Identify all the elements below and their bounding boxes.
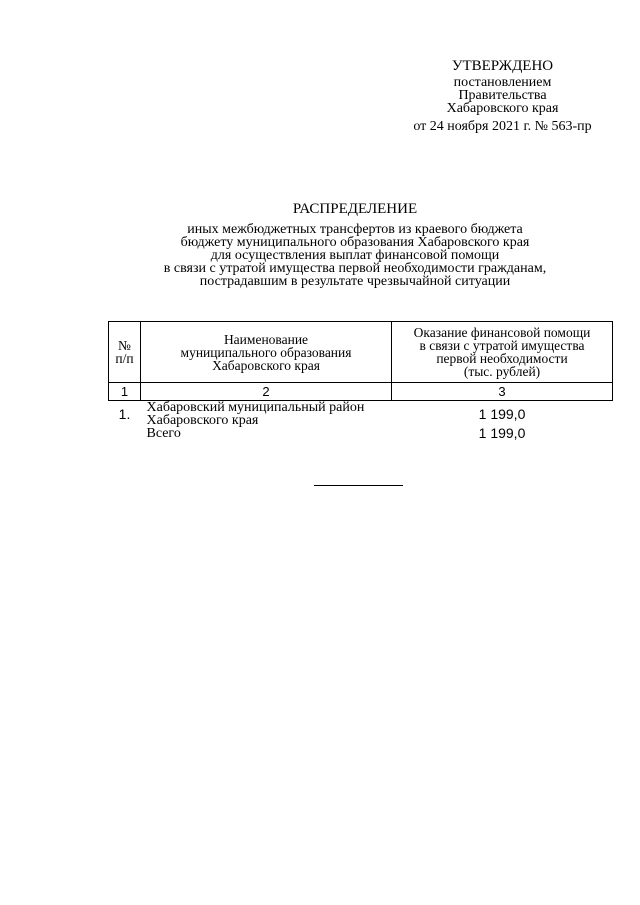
header-name-line: Наименование — [223, 331, 309, 347]
approval-date: от 24 ноября 2021 г. № 563-пр — [413, 119, 592, 134]
table-header-row — [109, 322, 613, 383]
total-num-cell — [109, 427, 141, 440]
header-amount-line: первой необходимости — [436, 351, 568, 366]
document-title-block — [100, 201, 610, 288]
approval-line: постановлением — [453, 75, 552, 90]
table-row — [109, 401, 613, 428]
row-number: 1. — [118, 405, 131, 422]
header-num — [109, 322, 141, 383]
document-subtitle-line: в связи с утратой имущества первой необходимости гражданам, — [163, 261, 547, 276]
column-number-row — [109, 383, 613, 401]
header-name — [141, 322, 392, 383]
header-amount-line: (тыс. рублей) — [463, 364, 541, 379]
approval-block — [395, 60, 610, 133]
header-num-line: № — [118, 338, 131, 353]
total-label: Всего — [146, 426, 181, 441]
document-title: РАСПРЕДЕЛЕНИЕ — [292, 201, 418, 217]
row-name-line: Хабаровский муниципальный район — [146, 400, 365, 415]
document-subtitle-line: иных межбюджетных трансфертов из краевого бюджета — [187, 222, 523, 237]
header-amount-line: Оказание финансовой помощи — [413, 325, 591, 340]
approval-line: Правительства — [458, 88, 547, 103]
header-num-line: п/п — [115, 351, 134, 366]
column-number: 2 — [141, 383, 392, 401]
header-name-line: Хабаровского края — [212, 357, 320, 373]
document-subtitle-line: бюджету муниципального образования Хабаровского края — [180, 235, 530, 250]
total-amount: 1 199,0 — [478, 425, 526, 441]
header-name-line: муниципального образования — [180, 344, 352, 360]
row-name — [141, 401, 392, 428]
approval-heading: УТВЕРЖДЕНО — [451, 58, 554, 74]
row-name-line: Хабаровского края — [146, 413, 259, 428]
approval-line: Хабаровского края — [446, 101, 559, 116]
column-number: 1 — [109, 383, 141, 401]
end-divider-line — [314, 485, 403, 486]
document-subtitle-line: для осуществления выплат финансовой помощи — [210, 248, 500, 263]
row-amount: 1 199,0 — [478, 405, 526, 422]
column-number: 3 — [392, 383, 613, 401]
distribution-table — [108, 321, 613, 440]
total-row — [109, 427, 613, 440]
header-amount-line: в связи с утратой имущества — [419, 338, 585, 353]
header-amount — [392, 322, 613, 383]
document-subtitle-line: пострадавшим в результате чрезвычайной ситуации — [199, 274, 511, 289]
